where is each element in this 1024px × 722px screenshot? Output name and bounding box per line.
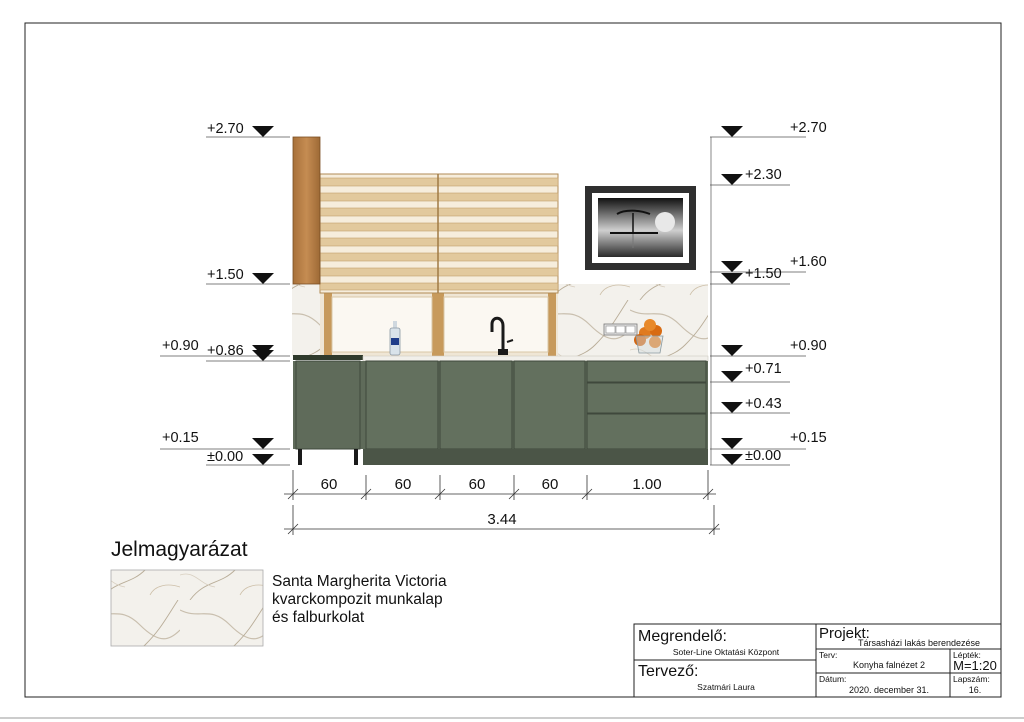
legend-title: Jelmagyarázat xyxy=(111,538,248,561)
date-label: Dátum: xyxy=(819,674,847,684)
scale-value: M=1:20 xyxy=(953,658,997,673)
tall-cabinet-side-panel xyxy=(293,137,320,284)
dimension-segment-5: 1.00 xyxy=(632,476,662,493)
level-label-right-window-sill: +1.50 xyxy=(745,266,782,282)
level-label-left-worktop: +0.86 xyxy=(207,343,244,359)
level-label-left-floor: ±0.00 xyxy=(207,449,244,465)
legend-description xyxy=(272,573,447,627)
legend-swatch-marble xyxy=(111,570,263,646)
level-label-right-drawer-1: +0.71 xyxy=(745,361,782,377)
window xyxy=(320,293,558,356)
level-label-left-top: +2.70 xyxy=(207,121,244,137)
legend-line-3: és falburkolat xyxy=(272,609,365,626)
dimension-segment-4: 60 xyxy=(541,476,559,493)
level-label-right-plinth: +0.15 xyxy=(790,430,827,446)
project-value: Társasházi lakás berendezése xyxy=(857,638,981,648)
level-label-right-drawer-2: +0.43 xyxy=(745,396,782,412)
plan-label: Terv: xyxy=(819,650,838,660)
level-label-left-plinth: +0.15 xyxy=(162,430,199,446)
legend-line-1: Santa Margherita Victoria xyxy=(272,573,447,590)
level-label-right-frame-bottom: +1.60 xyxy=(790,254,827,270)
client-label: Megrendelő: xyxy=(638,628,727,645)
date-value: 2020. december 31. xyxy=(848,685,930,695)
designer-label: Tervező: xyxy=(638,663,699,680)
level-label-left-worktop-side: +0.90 xyxy=(162,338,199,354)
plan-value: Konyha falnézet 2 xyxy=(852,660,926,670)
sheet-number-value: 16. xyxy=(968,685,982,695)
main-worktop xyxy=(363,356,708,361)
legend-line-2: kvarckompozit munkalap xyxy=(272,591,443,608)
level-label-right-worktop: +0.90 xyxy=(790,338,827,354)
level-label-left-sill: +1.50 xyxy=(207,267,244,283)
dimension-segment-2: 60 xyxy=(394,476,412,493)
level-markers-left xyxy=(252,126,274,465)
sheet-number-label: Lapszám: xyxy=(953,674,990,684)
dimension-segment-3: 60 xyxy=(468,476,486,493)
wall-sockets xyxy=(604,324,637,335)
level-markers-right xyxy=(721,126,743,465)
level-label-right-frame-top: +2.30 xyxy=(745,167,782,183)
window-blinds xyxy=(320,174,558,293)
side-worktop xyxy=(293,355,363,360)
framed-picture xyxy=(585,186,696,270)
base-cabinets xyxy=(293,361,708,465)
level-label-right-top: +2.70 xyxy=(790,120,827,136)
level-label-right-floor: ±0.00 xyxy=(745,448,782,464)
designer-value: Szatmári Laura xyxy=(697,682,755,692)
project-label: Projekt: xyxy=(819,625,870,642)
dimension-segment-1: 60 xyxy=(320,476,338,493)
client-value: Soter-Line Oktatási Központ xyxy=(672,647,780,657)
dimension-total: 3.44 xyxy=(487,511,517,528)
scale-label: Lépték: xyxy=(953,650,981,660)
